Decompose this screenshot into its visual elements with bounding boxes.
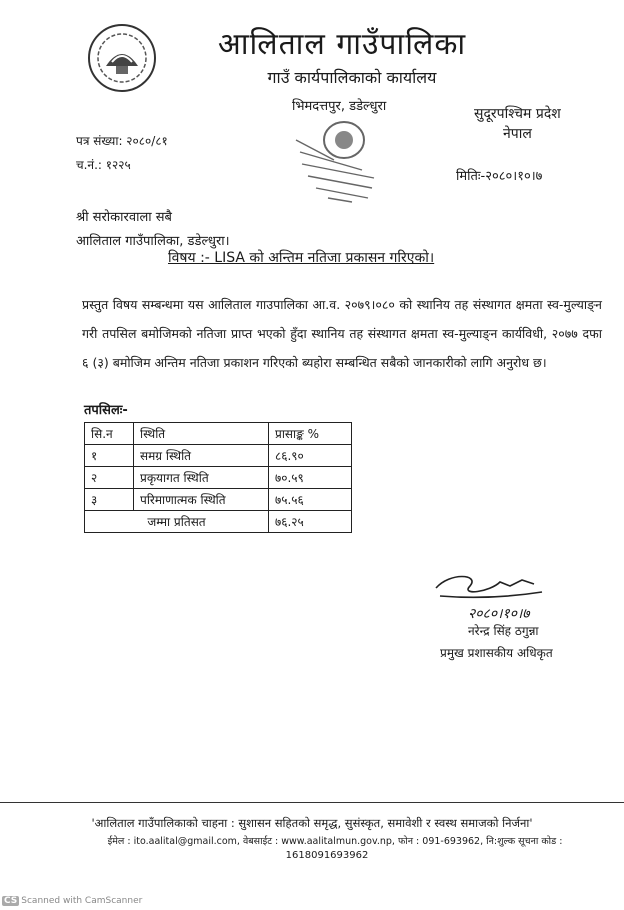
scanner-watermark [2, 896, 142, 906]
camscanner-icon: CS [4, 896, 18, 906]
province-block [474, 104, 561, 144]
table-cell: ७५.५६ [269, 489, 352, 511]
office-location: भिमदत्तपुर, डडेल्धुरा [292, 99, 387, 114]
table-cell: ७०.५९ [269, 467, 352, 489]
body-paragraph: प्रस्तुत विषय सम्बन्धमा यस आलिताल गाउपालिका आ.व. २०७९।०८० को स्थानिय तह संस्थागत क्षमता स्व-मुल्याङ्न गरी तपसिल बमोजिमको नतिजा प्राप्त भएको हुँदा स्थानिय तह संस्थागत क्षमता स्व-मुल्याङ्न कार्यविधी, २०७७ दफा ६ (३) बमोजिम अन्तिम नतिजा प्रकाशन गरिएको ब्यहोरा सम्बन्धित सबैको जानकारीको लागि अनुरोध छ। [82, 297, 602, 370]
country-name: नेपाल [502, 126, 532, 142]
footer-info-code: 1618091693962 [285, 850, 369, 861]
letter-number: पत्र संख्या: २०८०/८१ [76, 134, 168, 148]
table-cell: २ [85, 467, 134, 489]
table-row [85, 489, 352, 511]
table-cell: ३ [85, 489, 134, 511]
table-row [85, 445, 352, 467]
footer-slogan: 'आलिताल गाउँपालिकाको चाहना : सुशासन सहितको समृद्ध, सुसंस्कृत, समावेशी र स्वस्थ समाजको निर्जना' [91, 816, 533, 830]
recipient-block [76, 206, 230, 254]
recipient-line-1: श्री सरोकारवाला सबै [76, 210, 172, 225]
details-label: तपसिलः- [84, 403, 128, 418]
table-cell: १ [85, 445, 134, 467]
province-name: सुदूरपश्चिम प्रदेश [474, 106, 561, 122]
signature-date: २०८०।१०।७ [468, 606, 530, 622]
signature-icon [430, 566, 550, 606]
office-stamp-icon [280, 100, 400, 210]
result-table [84, 422, 352, 533]
signer-title: प्रमुख प्रशासकीय अधिकृत [440, 646, 553, 660]
total-label: जम्मा प्रतिसत [85, 511, 269, 533]
table-row [85, 467, 352, 489]
table-header-cell: सि.न [85, 423, 134, 445]
total-value: ७६.२५ [269, 511, 352, 533]
org-title: आलिताल गाउँपालिका [217, 27, 467, 62]
table-total-row [85, 511, 352, 533]
table-cell: समग्र स्थिति [134, 445, 269, 467]
footer-contact: ईमेल : ito.aalital@gmail.com, वेबसाईट : www.aalitalmun.gov.np, फोन : 091-693962, नि:शुल्क सूचना कोड : [107, 836, 563, 847]
subject-line: विषय :- LISA को अन्तिम नतिजा प्रकासन गरिएको। [168, 250, 435, 266]
signer-name: नरेन्द्र सिंह ठगुन्ना [468, 624, 539, 638]
table-header-cell: प्रासाङ्क % [269, 423, 352, 445]
table-cell: परिमाणात्मक स्थिति [134, 489, 269, 511]
scanner-text: Scanned with CamScanner [21, 896, 143, 906]
table-header-row [85, 423, 352, 445]
letter-date: मितिः-२०८०।१०।७ [456, 169, 543, 184]
table-cell: ८६.९० [269, 445, 352, 467]
office-name: गाउँ कार्यपालिकाको कार्यालय [267, 68, 437, 87]
table-cell: प्रकृयागत स्थिति [134, 467, 269, 489]
table-header-cell: स्थिति [134, 423, 269, 445]
dispatch-number: च.नं.: १२२५ [76, 158, 131, 172]
footer-divider [0, 802, 624, 803]
recipient-line-2: आलिताल गाउँपालिका, डडेल्धुरा। [76, 234, 230, 249]
